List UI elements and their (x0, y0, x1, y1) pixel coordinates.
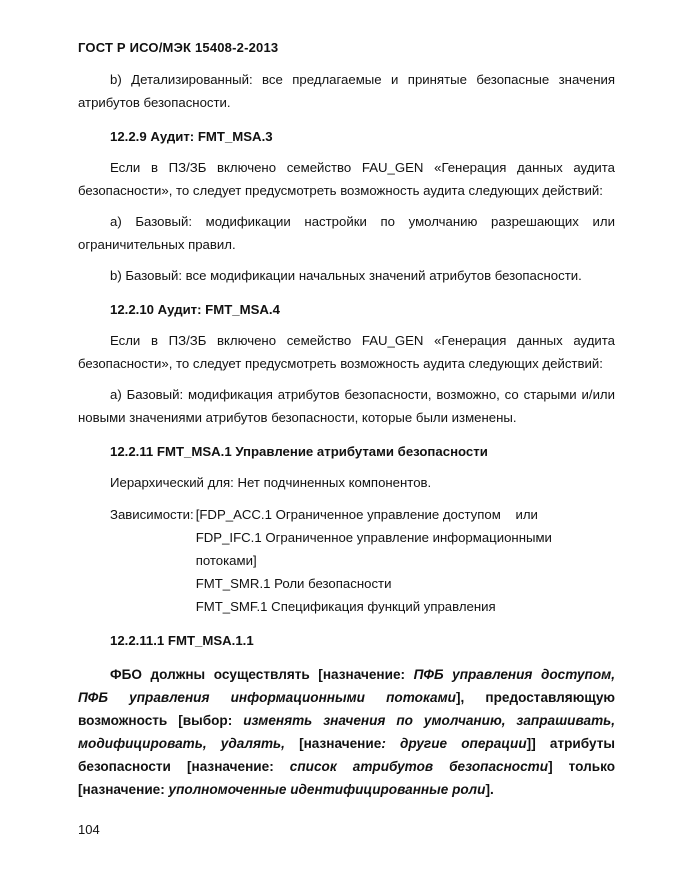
section-heading-12-2-9: 12.2.9 Аудит: FMT_MSA.3 (110, 129, 273, 144)
section-heading-12-2-11: 12.2.11 FMT_MSA.1 Управление атрибутами безопасности (110, 444, 488, 459)
req-text: ФБО должны осуществлять [назначение: (110, 667, 414, 682)
dependencies-label: Зависимости: (110, 507, 194, 522)
dependency-item: FDP_IFC.1 Ограниченное управление информационными потоками] (195, 530, 552, 568)
dependency-item: FMT_SMR.1 Роли безопасности (195, 576, 392, 591)
page-number: 104 (78, 822, 100, 837)
paragraph-audit-intro-1: Если в ПЗ/ЗБ включено семейство FAU_GEN «Генерация данных аудита безопасности», то следует предусмотреть возможность аудита следующих действий: (78, 160, 615, 198)
paragraph-audit-a-1: а) Базовый: модификации настройки по умолчанию разрешающих или ограничительных правил. (78, 214, 615, 252)
section-heading-12-2-10: 12.2.10 Аудит: FMT_MSA.4 (110, 302, 280, 317)
dependency-item: FMT_SMF.1 Спецификация функций управления (195, 599, 496, 614)
section-heading-12-2-11-1: 12.2.11.1 FMT_MSA.1.1 (110, 633, 254, 648)
requirement-fmt-msa-1-1 (78, 663, 615, 801)
dependency-item: [FDP_ACC.1 Ограниченное управление доступом или (195, 507, 538, 522)
req-text: [назначение (284, 736, 382, 751)
req-text: ]. (485, 782, 494, 797)
dependencies-list (194, 503, 615, 618)
req-text: ] только [назначение: (78, 759, 616, 797)
paragraph-hierarchical: Иерархический для: Нет подчиненных компонентов. (110, 475, 432, 490)
req-italic: ПФБ управления доступом, ПФБ управления информационными потоками (78, 667, 615, 705)
document-header: ГОСТ Р ИСО/МЭК 15408-2-2013 (78, 40, 279, 55)
req-text: ]] атрибуты безопасности [назначение: (78, 736, 615, 774)
paragraph-b-detailed: b) Детализированный: все предлагаемые и принятые безопасные значения атрибутов безопасности. (78, 72, 615, 110)
req-italic: уполномоченные идентифицированные роли (168, 782, 486, 797)
req-text: ], предоставляющую возможность [выбор: (78, 690, 615, 728)
dependencies-block (78, 503, 615, 618)
req-italic: : другие операции (381, 736, 527, 751)
req-italic: изменять значения по умолчанию, запрашивать, модифицировать, удалять, (78, 713, 615, 751)
paragraph-audit-b-1: b) Базовый: все модификации начальных значений атрибутов безопасности. (110, 268, 582, 283)
paragraph-audit-intro-2: Если в ПЗ/ЗБ включено семейство FAU_GEN «Генерация данных аудита безопасности», то следует предусмотреть возможность аудита следующих действий: (78, 333, 615, 371)
page-content (78, 68, 615, 815)
req-italic: список атрибутов безопасности (289, 759, 549, 774)
paragraph-audit-a-2: а) Базовый: модификация атрибутов безопасности, возможно, со старыми и/или новыми значениями атрибутов безопасности, которые были изменены. (78, 387, 615, 425)
